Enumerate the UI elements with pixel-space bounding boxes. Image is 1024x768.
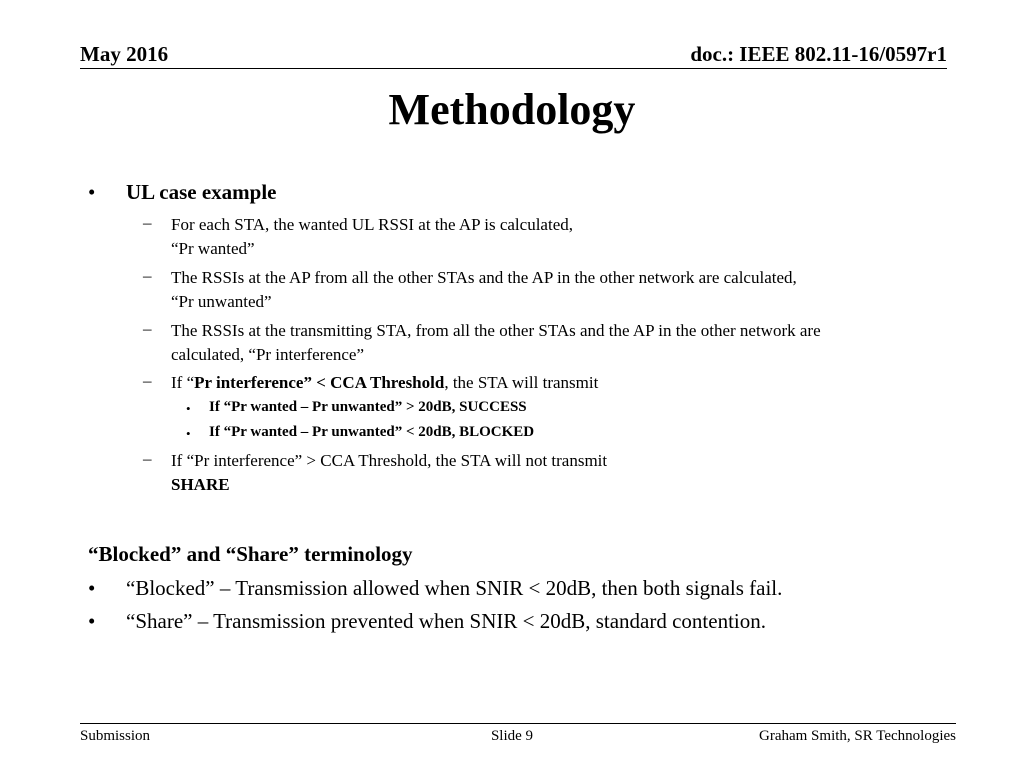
- list-item-text: [171, 371, 598, 395]
- footer-author: Graham Smith, SR Technologies: [759, 728, 956, 744]
- list-item-line: “Pr unwanted”: [171, 292, 272, 311]
- list-item-line: The RSSIs at the AP from all the other STAs and the AP in the other network are calculated,: [171, 268, 797, 287]
- list-item-line: For each STA, the wanted UL RSSI at the AP is calculated,: [171, 215, 573, 234]
- bullet-mark: •: [88, 576, 96, 600]
- dash-mark: –: [143, 319, 152, 338]
- header-date: May 2016: [80, 42, 169, 66]
- header-doc-id: doc.: IEEE 802.11-16/0597r1: [690, 42, 947, 66]
- slide-title: Methodology: [388, 85, 636, 134]
- list-item-text: [171, 213, 573, 261]
- list-item-line: The RSSIs at the transmitting STA, from all the other STAs and the AP in the other network are: [171, 321, 821, 340]
- list-item-line: calculated, “Pr interference”: [171, 345, 365, 364]
- if-condition: Pr interference” < CCA Threshold: [194, 373, 445, 392]
- sub-bullet-mark: •: [186, 426, 191, 441]
- list-item-text: “Share” – Transmission prevented when SNIR < 20dB, standard contention.: [126, 609, 767, 633]
- sub-bullet-mark: •: [186, 401, 191, 416]
- footer-divider: [80, 723, 956, 724]
- dash-mark: –: [143, 266, 152, 285]
- if-suffix: , the STA will transmit: [444, 373, 599, 392]
- footer-slide-number: Slide 9: [490, 728, 534, 744]
- list-item-line: “Pr wanted”: [171, 239, 255, 258]
- sub-list-item-text: If “Pr wanted – Pr unwanted” < 20dB, BLOCKED: [209, 424, 535, 440]
- list-item-line-share: SHARE: [171, 475, 230, 494]
- bullet-mark: •: [88, 180, 96, 204]
- bullet-mark: •: [88, 609, 96, 633]
- list-item-text: [171, 319, 821, 367]
- dash-mark: –: [143, 213, 152, 232]
- list-item-text: [171, 266, 797, 314]
- list-item-line: If “Pr interference” > CCA Threshold, the STA will not transmit: [171, 451, 608, 470]
- dash-mark: –: [143, 449, 152, 468]
- dash-mark: –: [143, 371, 152, 390]
- section1-heading: UL case example: [126, 180, 277, 204]
- if-prefix: If “: [171, 373, 195, 392]
- sub-list-item-text: If “Pr wanted – Pr unwanted” > 20dB, SUCCESS: [209, 399, 527, 415]
- list-item-text: “Blocked” – Transmission allowed when SNIR < 20dB, then both signals fail.: [126, 576, 783, 600]
- list-item-text: [171, 449, 607, 497]
- section2-heading: “Blocked” and “Share” terminology: [88, 542, 413, 566]
- footer-submission: Submission: [80, 728, 151, 744]
- header-divider: [80, 68, 947, 69]
